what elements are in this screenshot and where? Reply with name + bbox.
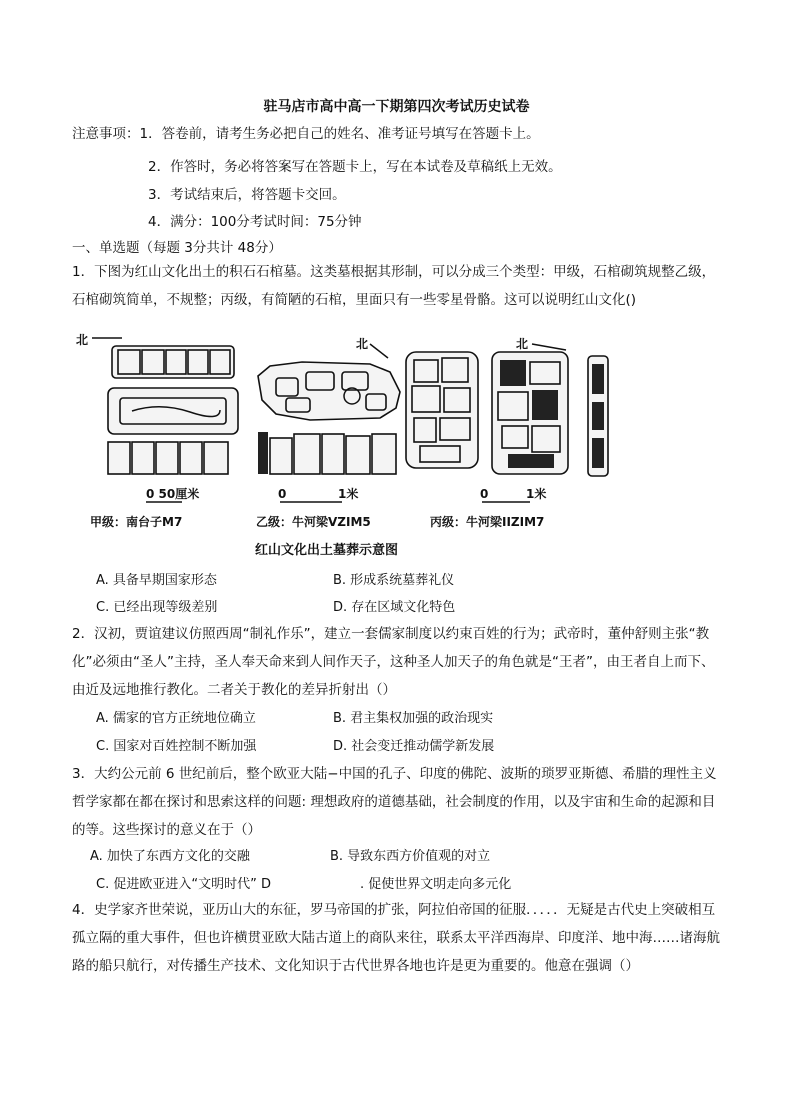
q1-option-b: B. 形成系统墓葬礼仪 (333, 573, 455, 588)
label-type-b: 乙级：牛河梁VZIM5 (256, 515, 371, 529)
notice-item-4: 4．满分：100分考试时间：75分钟 (148, 214, 362, 230)
question-4-text: 4．史学家齐世荣说，亚历山大的东征，罗马帝国的扩张，阿拉伯帝国的征服．．．．．无疑是古代史上突破相互孤立隔的重大事件，但也许横贯亚欧大陆古道上的商队来往，联系太平洋西海岸、印度洋、地中海……诸海航路的船只航行，对传播生产技术、文化知识于古代世界各地也许是更为重要的。他意在强调（） (72, 902, 720, 974)
q1-option-c: C. 已经出现等级差别 (96, 600, 218, 615)
scale-b-zero: 0 (278, 487, 287, 501)
scale-c-zero: 0 (480, 487, 489, 501)
tomb-c (406, 352, 608, 476)
north-arrow-c (532, 344, 566, 350)
north-label-c: 北 (516, 337, 529, 351)
notice-item-1: 注意事项：1．答卷前，请考生务必把自己的姓名、准考证号填写在答题卡上。 (72, 126, 540, 142)
q1-option-d: D. 存在区域文化特色 (333, 600, 456, 615)
notice-item-2: 2．作答时，务必将答案写在答题卡上，写在本试卷及草稿纸上无效。 (148, 159, 562, 175)
north-arrow-b (370, 344, 388, 358)
label-type-a: 甲级：南台子M7 (90, 515, 183, 529)
question-2-text: 2．汉初，贾谊建议仿照西周“制礼作乐”，建立一套儒家制度以约束百姓的行为；武帝时，董仲舒则主张“教化”必须由“圣人”主持，圣人奉天命来到人间作天子，这种圣人加天子的角色就是“王者”，由王者自上而下、由近及远地推行教化。二者关于教化的差异折射出（） (72, 626, 715, 698)
exam-title: 驻马店市高中高一下期第四次考试历史试卷 (263, 99, 530, 115)
north-label-b: 北 (356, 337, 369, 351)
notice-item-3: 3．考试结束后，将答题卡交回。 (148, 187, 346, 203)
q2-option-b: B. 君主集权加强的政治现实 (333, 711, 494, 726)
q3-option-c: C. 促进欧亚进入“文明时代” D (96, 877, 271, 892)
question-3-text: 3．大约公元前 6 世纪前后，整个欧亚大陆−中国的孔子、印度的佛陀、波斯的琐罗亚斯德、希腊的理性主义哲学家都在都在探讨和思索这样的问题: 理想政府的道德基础，社会制度的作用，以及宇宙和生命的起源和目的等。这些探讨的意义在于（） (72, 766, 717, 838)
scale-a: 0 50厘米 (146, 487, 200, 501)
tomb-b (258, 362, 400, 474)
tomb-a (108, 346, 238, 474)
tomb-diagram (70, 322, 630, 562)
q1-option-a: A. 具备早期国家形态 (96, 573, 217, 588)
q2-option-a: A. 儒家的官方正统地位确立 (96, 711, 256, 726)
q3-option-d: . 促使世界文明走向多元化 (360, 877, 512, 892)
q3-option-b: B. 导致东西方价值观的对立 (330, 849, 491, 864)
scale-b-one: 1米 (338, 487, 359, 501)
q3-option-a: A. 加快了东西方文化的交融 (90, 849, 250, 864)
north-label-a: 北 (76, 333, 89, 347)
section-heading: 一、单选题（每题 3分共计 48分） (72, 240, 282, 256)
tomb-figure (70, 322, 630, 562)
question-1-text: 1．下图为红山文化出土的积石石棺墓。这类墓根据其形制，可以分成三个类型：甲级，石棺砌筑规整乙级，石棺砌筑简单，不规整；丙级，有简陋的石棺，里面只有一些零星骨骼。这可以说明红山文化() (72, 264, 716, 308)
scale-c-one: 1米 (526, 487, 547, 501)
figure-caption: 红山文化出土墓葬示意图 (255, 543, 399, 558)
label-type-c: 丙级：牛河梁IIZIM7 (430, 515, 545, 529)
q2-option-d: D. 社会变迁推动儒学新发展 (333, 739, 495, 754)
q2-option-c: C. 国家对百姓控制不断加强 (96, 739, 257, 754)
